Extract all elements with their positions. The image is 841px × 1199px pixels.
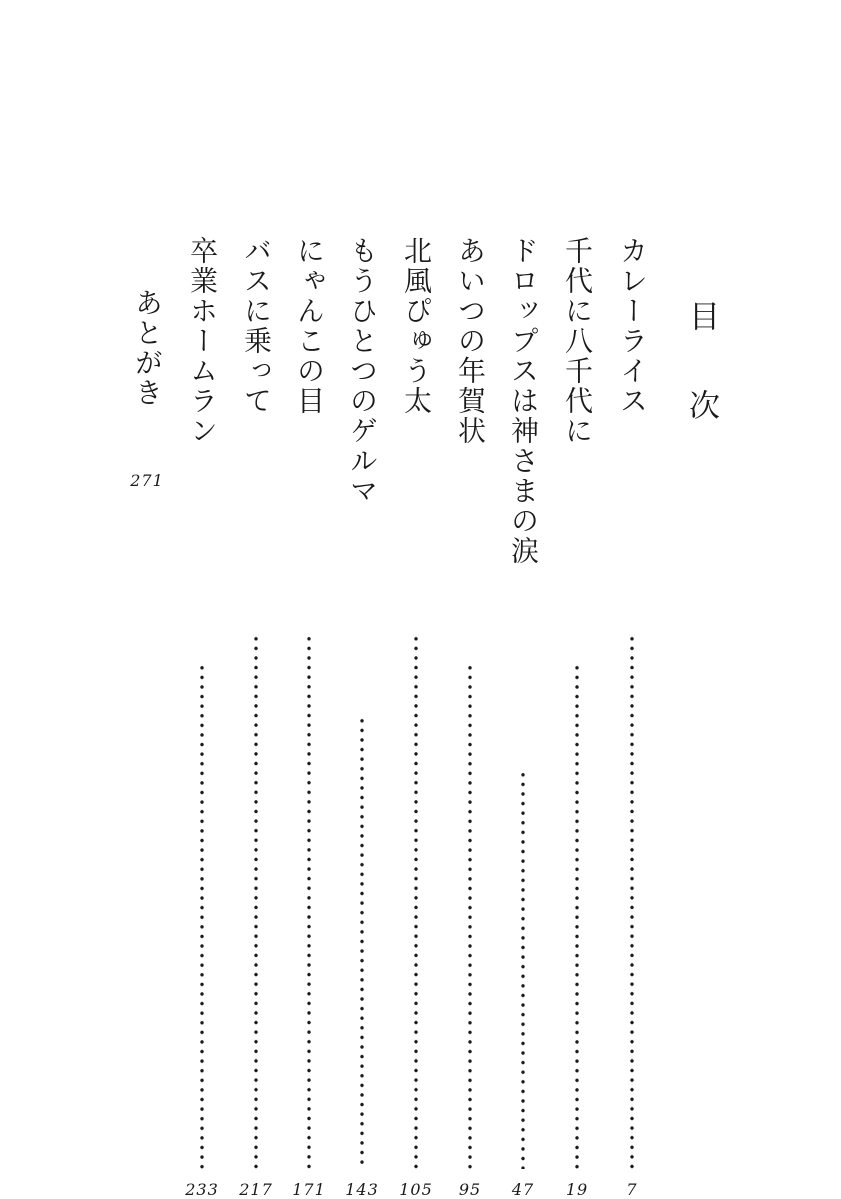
- dot-leader: [307, 634, 311, 1169]
- toc-heading: 目次: [683, 300, 719, 478]
- dot-leader: [254, 634, 258, 1169]
- entry-title: あいつの年賀状: [454, 236, 487, 446]
- page-number: 171: [292, 1180, 326, 1199]
- dot-leader: [468, 663, 472, 1169]
- toc-entry[interactable]: [236, 236, 276, 1199]
- page-number: 47: [511, 1180, 535, 1199]
- toc-entry[interactable]: [342, 236, 382, 1199]
- page-number: 95: [458, 1180, 482, 1199]
- toc-entry[interactable]: [182, 236, 222, 1199]
- toc-entry[interactable]: [612, 236, 652, 1199]
- dot-leader: [575, 663, 579, 1169]
- page-number: 19: [565, 1180, 589, 1199]
- page-number: 7: [626, 1180, 638, 1199]
- page-number: 105: [399, 1180, 433, 1199]
- page-number: 271: [130, 471, 164, 490]
- dot-leader: [414, 634, 418, 1169]
- dot-leader: [521, 770, 525, 1169]
- entry-title: にゃんこの目: [293, 236, 326, 416]
- entry-title: 卒業ホームラン: [186, 236, 219, 446]
- entry-title: バスに乗って: [240, 236, 273, 416]
- page-number: 217: [239, 1180, 273, 1199]
- dot-leader: [200, 663, 204, 1169]
- entry-title: もうひとつのゲルマ: [346, 236, 379, 506]
- entry-title: 千代に八千代に: [561, 236, 594, 446]
- dot-leader: [360, 716, 364, 1169]
- toc-entry[interactable]: [503, 236, 543, 1199]
- toc-entry[interactable]: [396, 236, 436, 1199]
- entry-title: カレーライス: [616, 236, 649, 416]
- toc-entry[interactable]: [557, 236, 597, 1199]
- entry-title: 北風ぴゅう太: [400, 236, 433, 416]
- page-number: 233: [185, 1180, 219, 1199]
- toc-entry-afterword[interactable]: [127, 288, 167, 508]
- entry-title: あとがき: [131, 288, 164, 408]
- toc-entry[interactable]: [450, 236, 490, 1199]
- dot-leader: [630, 634, 634, 1169]
- page-number: 143: [345, 1180, 379, 1199]
- toc-entry[interactable]: [289, 236, 329, 1199]
- entry-title: ドロップスは神さまの涙: [507, 236, 540, 566]
